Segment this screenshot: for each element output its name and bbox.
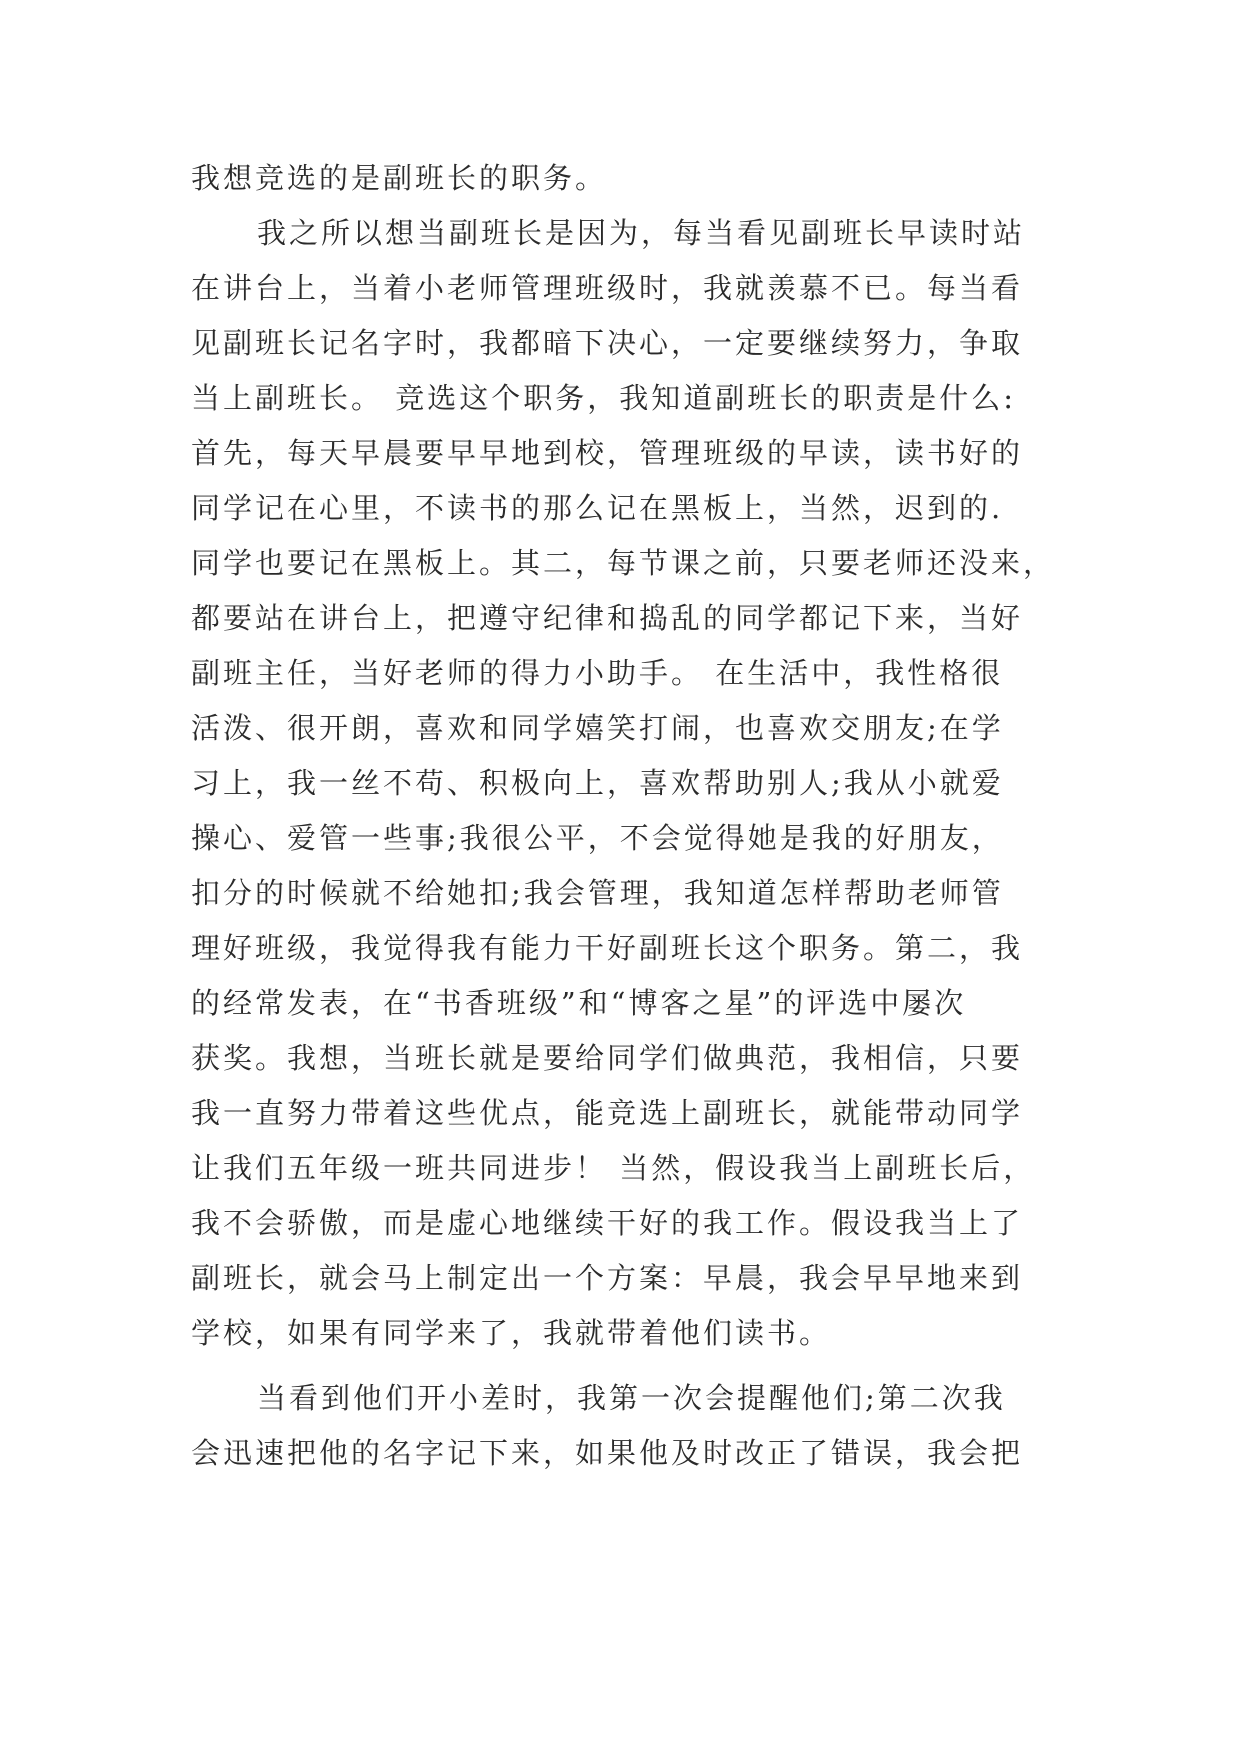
text-line: 的经常发表，在“书香班级”和“博客之星”的评选中屡次 (191, 986, 967, 1020)
text-line: 获奖。我想，当班长就是要给同学们做典范，我相信，只要 (191, 1041, 1024, 1075)
text-line: 扣分的时候就不给她扣;我会管理，我知道怎样帮助老师管 (191, 876, 1004, 910)
text-line: 操心、爱管一些事;我很公平，不会觉得她是我的好朋友， (191, 821, 1004, 855)
text-line: 学校，如果有同学来了，我就带着他们读书。 (191, 1316, 832, 1350)
text-line: 我不会骄傲，而是虚心地继续干好的我工作。假设我当上了 (191, 1206, 1024, 1240)
text-line: 在讲台上，当着小老师管理班级时，我就羡慕不已。每当看 (191, 271, 1024, 305)
text-line: 副班长，就会马上制定出一个方案：早晨，我会早早地来到 (191, 1261, 1024, 1295)
text-line: 同学记在心里，不读书的那么记在黑板上，当然，迟到的. (191, 491, 1004, 525)
text-line: 让我们五年级一班共同进步！ 当然，假设我当上副班长后， (191, 1151, 1036, 1185)
text-line: 见副班长记名字时，我都暗下决心，一定要继续努力，争取 (191, 326, 1024, 360)
text-line: 活泼、很开朗，喜欢和同学嬉笑打闹，也喜欢交朋友;在学 (191, 711, 1004, 745)
text-line: 会迅速把他的名字记下来，如果他及时改正了错误，我会把 (191, 1436, 1024, 1470)
text-line: 习上，我一丝不苟、积极向上，喜欢帮助别人;我从小就爱 (191, 766, 1004, 800)
text-line: 理好班级，我觉得我有能力干好副班长这个职务。第二，我 (191, 931, 1024, 965)
text-line: 副班主任，当好老师的得力小助手。 在生活中，我性格很 (191, 656, 1004, 690)
text-line: 我想竞选的是副班长的职务。 (191, 161, 608, 195)
text-line: 当上副班长。 竞选这个职务，我知道副班长的职责是什么: (191, 381, 1016, 415)
text-line: 我一直努力带着这些优点，能竞选上副班长，就能带动同学 (191, 1096, 1024, 1130)
text-line: 首先，每天早晨要早早地到校，管理班级的早读，读书好的 (191, 436, 1024, 470)
paragraph-first-line: 我之所以想当副班长是因为，每当看见副班长早读时站 (257, 216, 1026, 250)
paragraph-first-line: 当看到他们开小差时，我第一次会提醒他们;第二次我 (257, 1381, 1006, 1415)
text-line: 都要站在讲台上，把遵守纪律和捣乱的同学都记下来，当好 (191, 601, 1024, 635)
text-line: 同学也要记在黑板上。其二，每节课之前，只要老师还没来， (191, 546, 1056, 580)
